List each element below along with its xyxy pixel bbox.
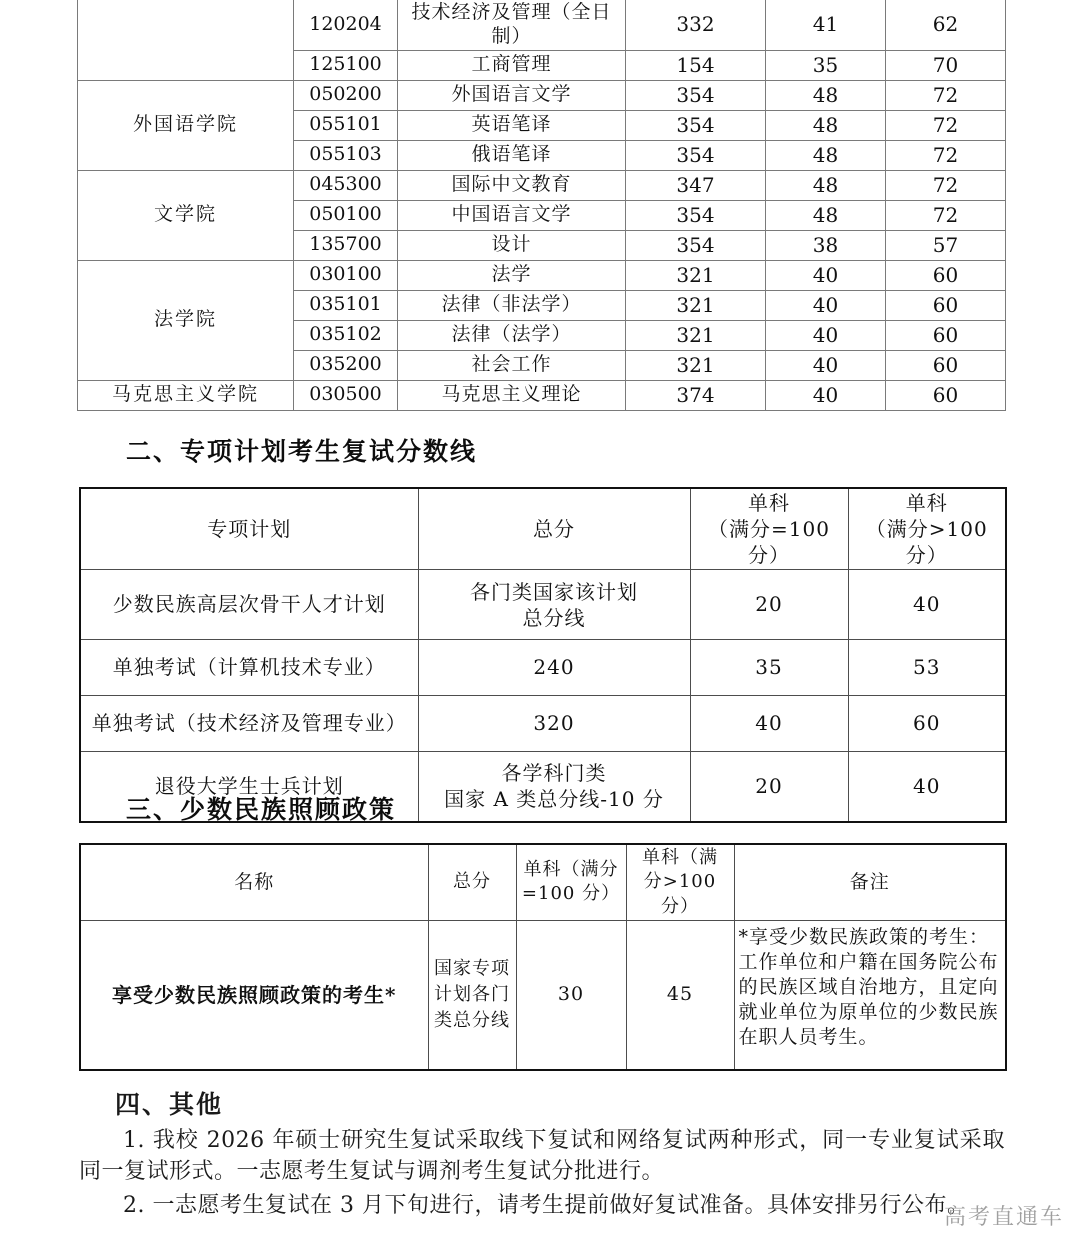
cell-major-name: 国际中文教育 bbox=[398, 170, 626, 200]
header-single-over-100-line2: （满分>100 分） bbox=[865, 517, 988, 567]
cell-single-over-100: 70 bbox=[886, 50, 1006, 80]
cell-major-name: 俄语笔译 bbox=[398, 140, 626, 170]
cell-total-score bbox=[418, 752, 690, 822]
cell-total-score: 154 bbox=[626, 50, 766, 80]
cell-single-over-100: 72 bbox=[886, 80, 1006, 110]
cell-college bbox=[78, 0, 294, 80]
section-heading-other: 四、其他 bbox=[115, 1090, 224, 1119]
cell-total-score: 354 bbox=[626, 230, 766, 260]
cell-total-score bbox=[418, 570, 690, 640]
admission-scores-table-wrapper bbox=[77, 0, 1005, 411]
cell-plan-name: 单独考试（技术经济及管理专业） bbox=[80, 696, 418, 752]
cell-single-over-100: 60 bbox=[886, 260, 1006, 290]
cell-major-code: 050200 bbox=[294, 80, 398, 110]
cell-total-score bbox=[428, 920, 516, 1070]
header-single-100-line2: （满分=100 分） bbox=[708, 517, 830, 567]
cell-total-line1: 各学科门类 bbox=[501, 761, 607, 786]
other-note-paragraph-1: 1. 我校 2026 年硕士研究生复试采取线下复试和网络复试两种形式，同一专业复试采取同一复试形式。一志愿考生复试与调剂考生复试分批进行。 bbox=[79, 1128, 1005, 1185]
cell-total-line1: 各门类国家该计划 bbox=[470, 579, 638, 604]
cell-single-100: 40 bbox=[690, 696, 848, 752]
cell-single-over-100: 60 bbox=[848, 696, 1006, 752]
cell-major-name: 设计 bbox=[398, 230, 626, 260]
cell-total-score: 321 bbox=[626, 260, 766, 290]
cell-single-100: 38 bbox=[766, 230, 886, 260]
cell-total-score: 347 bbox=[626, 170, 766, 200]
cell-single-over-100: 57 bbox=[886, 230, 1006, 260]
cell-total-score: 321 bbox=[626, 290, 766, 320]
other-notes-section bbox=[79, 1085, 1005, 1225]
cell-major-name: 马克思主义理论 bbox=[398, 380, 626, 410]
header-single-over-100-line1: 单科 bbox=[905, 491, 948, 515]
cell-plan-name: 单独考试（计算机技术专业） bbox=[80, 640, 418, 696]
table-row bbox=[80, 640, 1006, 696]
cell-single-over-100: 45 bbox=[626, 920, 734, 1070]
cell-total-score: 332 bbox=[626, 0, 766, 50]
cell-total-line2: 计划各门 bbox=[434, 984, 510, 1006]
header-single-100-line1: 单科 bbox=[748, 491, 790, 515]
header-total: 总分 bbox=[428, 844, 516, 920]
cell-single-100: 48 bbox=[766, 80, 886, 110]
cell-single-over-100: 72 bbox=[886, 110, 1006, 140]
cell-total-score: 240 bbox=[418, 640, 690, 696]
cell-major-code: 055101 bbox=[294, 110, 398, 140]
table-header-row bbox=[80, 488, 1006, 570]
cell-total-score: 354 bbox=[626, 80, 766, 110]
cell-single-100: 35 bbox=[690, 640, 848, 696]
header-note: 备注 bbox=[734, 844, 1006, 920]
cell-total-score: 374 bbox=[626, 380, 766, 410]
cell-single-100: 41 bbox=[766, 0, 886, 50]
cell-single-100: 40 bbox=[766, 260, 886, 290]
cell-total-score: 354 bbox=[626, 110, 766, 140]
cell-major-name: 社会工作 bbox=[398, 350, 626, 380]
cell-single-100: 35 bbox=[766, 50, 886, 80]
cell-single-over-100: 72 bbox=[886, 140, 1006, 170]
watermark-label: 高考直通车 bbox=[943, 1205, 1064, 1230]
cell-single-100: 20 bbox=[690, 752, 848, 822]
cell-single-over-100: 72 bbox=[886, 170, 1006, 200]
header-total: 总分 bbox=[418, 488, 690, 570]
cell-total-score: 320 bbox=[418, 696, 690, 752]
table-row bbox=[80, 570, 1006, 640]
table-row bbox=[78, 0, 1006, 50]
cell-major-name: 工商管理 bbox=[398, 50, 626, 80]
minority-policy-table-wrapper bbox=[79, 843, 1005, 1071]
cell-single-over-100: 60 bbox=[886, 320, 1006, 350]
table-header-row bbox=[80, 844, 1006, 920]
cell-single-over-100: 40 bbox=[848, 752, 1006, 822]
cell-college: 法学院 bbox=[78, 260, 294, 380]
cell-single-over-100: 53 bbox=[848, 640, 1006, 696]
cell-major-code: 055103 bbox=[294, 140, 398, 170]
cell-major-code: 035102 bbox=[294, 320, 398, 350]
cell-major-code: 050100 bbox=[294, 200, 398, 230]
cell-single-100: 40 bbox=[766, 320, 886, 350]
cell-college: 外国语学院 bbox=[78, 80, 294, 170]
cell-major-code: 030500 bbox=[294, 380, 398, 410]
cell-single-100: 40 bbox=[766, 350, 886, 380]
cell-single-100: 48 bbox=[766, 110, 886, 140]
header-single-over-100-line2: 分>100 分） bbox=[643, 871, 717, 917]
cell-major-code: 135700 bbox=[294, 230, 398, 260]
cell-single-100: 30 bbox=[516, 920, 626, 1070]
cell-single-100: 40 bbox=[766, 290, 886, 320]
table-row bbox=[78, 260, 1006, 290]
cell-total-line3: 类总分线 bbox=[434, 1010, 510, 1032]
cell-total-score: 354 bbox=[626, 200, 766, 230]
cell-single-100: 20 bbox=[690, 570, 848, 640]
header-single-100-line1: 单科（满分 bbox=[523, 859, 619, 881]
cell-total-score: 354 bbox=[626, 140, 766, 170]
special-plans-table-body bbox=[80, 488, 1006, 822]
header-single-over-100 bbox=[626, 844, 734, 920]
table-row bbox=[80, 696, 1006, 752]
cell-single-100: 40 bbox=[766, 380, 886, 410]
cell-major-code: 120204 bbox=[294, 0, 398, 50]
section-heading-minority-policy: 三、少数民族照顾政策 bbox=[126, 795, 397, 824]
cell-total-score: 321 bbox=[626, 320, 766, 350]
cell-major-code: 045300 bbox=[294, 170, 398, 200]
special-plans-table-wrapper bbox=[79, 487, 1005, 823]
table-row bbox=[78, 80, 1006, 110]
cell-major-code: 125100 bbox=[294, 50, 398, 80]
cell-major-code: 035101 bbox=[294, 290, 398, 320]
special-plans-table bbox=[79, 487, 1007, 823]
cell-college: 马克思主义学院 bbox=[78, 380, 294, 410]
table-row bbox=[80, 920, 1006, 1070]
header-single-100-line2: =100 分） bbox=[521, 883, 621, 905]
admission-scores-table bbox=[77, 0, 1006, 411]
cell-major-name: 技术经济及管理（全日制） bbox=[398, 0, 626, 50]
cell-plan-name: 退役大学生士兵计划 bbox=[80, 752, 418, 822]
cell-major-name: 英语笔译 bbox=[398, 110, 626, 140]
header-single-100 bbox=[690, 488, 848, 570]
cell-total-line1: 国家专项 bbox=[434, 958, 510, 979]
cell-total-line2: 总分线 bbox=[522, 605, 586, 630]
header-single-100 bbox=[516, 844, 626, 920]
table-row bbox=[78, 380, 1006, 410]
cell-single-over-100: 60 bbox=[886, 290, 1006, 320]
cell-note-text: *享受少数民族政策的考生：工作单位和户籍在国务院公布的民族区域自治地方，且定向就业单位为原单位的少数民族在职人员考生。 bbox=[734, 920, 1006, 1070]
cell-single-100: 48 bbox=[766, 170, 886, 200]
cell-major-name: 法律（非法学） bbox=[398, 290, 626, 320]
cell-major-name: 外国语言文学 bbox=[398, 80, 626, 110]
cell-college: 文学院 bbox=[78, 170, 294, 260]
cell-single-over-100: 60 bbox=[886, 380, 1006, 410]
header-single-over-100-line1: 单科（满 bbox=[642, 847, 718, 868]
section-heading-special-plans: 二、专项计划考生复试分数线 bbox=[126, 437, 478, 466]
minority-policy-table bbox=[79, 843, 1007, 1071]
cell-single-over-100: 60 bbox=[886, 350, 1006, 380]
cell-major-name: 中国语言文学 bbox=[398, 200, 626, 230]
cell-candidate-name: 享受少数民族照顾政策的考生* bbox=[80, 920, 428, 1070]
cell-single-100: 48 bbox=[766, 200, 886, 230]
cell-major-name: 法律（法学） bbox=[398, 320, 626, 350]
table-row bbox=[78, 170, 1006, 200]
cell-major-name: 法学 bbox=[398, 260, 626, 290]
header-plan: 专项计划 bbox=[80, 488, 418, 570]
other-note-paragraph-2: 2. 一志愿考生复试在 3 月下旬进行，请考生提前做好复试准备。具体安排另行公布。 bbox=[123, 1193, 970, 1219]
cell-single-over-100: 72 bbox=[886, 200, 1006, 230]
cell-major-code: 035200 bbox=[294, 350, 398, 380]
cell-single-over-100: 62 bbox=[886, 0, 1006, 50]
minority-policy-table-body bbox=[80, 844, 1006, 1070]
cell-major-code: 030100 bbox=[294, 260, 398, 290]
header-single-over-100 bbox=[848, 488, 1006, 570]
cell-plan-name: 少数民族高层次骨干人才计划 bbox=[80, 570, 418, 640]
header-name: 名称 bbox=[80, 844, 428, 920]
cell-total-line2: 国家 A 类总分线-10 分 bbox=[444, 787, 664, 812]
cell-single-over-100: 40 bbox=[848, 570, 1006, 640]
cell-single-100: 48 bbox=[766, 140, 886, 170]
cell-total-score: 321 bbox=[626, 350, 766, 380]
admission-scores-table-body bbox=[78, 0, 1006, 410]
